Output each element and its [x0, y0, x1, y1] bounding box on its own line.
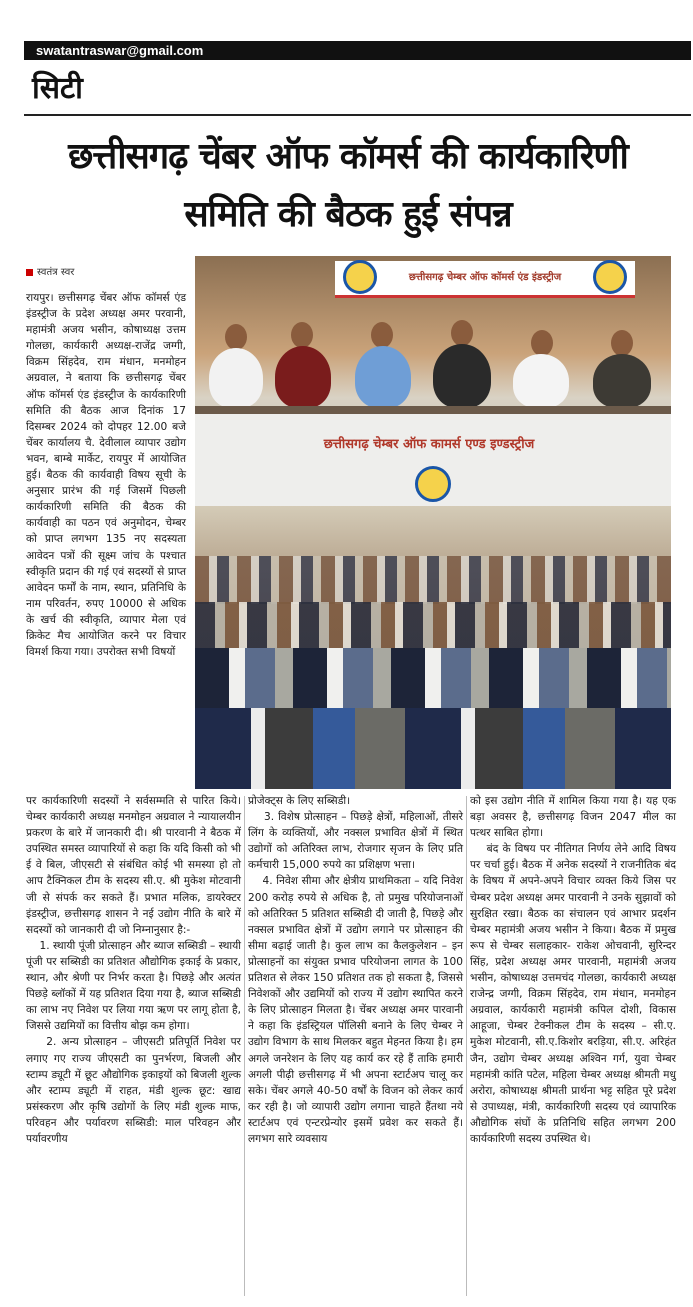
section-header [24, 60, 691, 116]
section-title: सिटी [32, 71, 83, 106]
column-divider [466, 796, 467, 1296]
email-text: swatantraswar@gmail.com [36, 43, 204, 58]
person-head [531, 330, 553, 356]
chamber-logo-icon [593, 260, 627, 294]
headline-line-1: छत्तीसगढ़ चेंबर ऑफ कॉमर्स की कार्यकारिणी [68, 136, 628, 177]
audience-row [195, 708, 671, 789]
byline-marker-icon [26, 269, 33, 276]
dais-table [195, 406, 671, 508]
byline-text: स्वतंत्र स्वर [37, 267, 75, 278]
email-header-bar [24, 41, 691, 60]
audience-row [195, 648, 671, 708]
audience-row [195, 556, 671, 604]
photo-audience [195, 506, 671, 789]
chamber-logo-icon [415, 466, 451, 502]
person [593, 354, 651, 408]
table-sign: छत्तीसगढ़ चेम्बर ऑफ कामर्स एण्ड इण्डस्ट्रीज [323, 437, 535, 452]
chamber-logo-icon [343, 260, 377, 294]
person-head [291, 322, 313, 348]
article-column-1a: रायपुर। छत्तीसगढ़ चेंबर ऑफ कॉमर्स एंड इंडस्ट्रीज के प्रदेश अध्यक्ष अमर परवानी, महामंत्री अजय भसीन, कोषाध्यक्ष उत्तम गोलछा, कार्यकारी अध्यक्ष-राजेंद्र जग्गी, विक्रम सिंहदेव, राम मंधान, मनमोहन अग्रवाल, ने बताया कि छत्तीसगढ़ चेंबर ऑफ कॉमर्स एंड इंडस्ट्रीज के कार्यकारिणी समिति की बैठक आज दिनांक 17 दिसम्बर 2024 को दोपहर 12.00 बजे चेंबर कार्यालय चै. देवीलाल व्यापार उद्योग भवन, बाम्बे मार्केट, रायपुर में आयोजित हुई। बैठक की कार्यवाही विषय सूची के अनुसार प्रारंभ की गई जिसमें पिछली कार्यकारिणी समिति की बैठक की कार्यवाही का पठन एवं अनुमोदन, चेम्बर को प्राप्त लगभग 135 नए सदस्यता आवेदन पत्रों की सूक्ष्म जांच के पश्चात स्वीकृति प्रदान की गई एवं सदस्यों से प्राप्त आवेदन फर्मों के नाम, स्थान, प्रतिनिधि के नाम परिवर्तन, रुपए 10000 से अधिक के खर्च की स्वीकृति, व्यापार मेला एवं क्रिकेट मैच आयोजित करने पर विचार विमर्श किया गया। उपरोक्त सभी विषयों [26, 292, 190, 659]
person-head [225, 324, 247, 350]
person-head [371, 322, 393, 348]
headline-line-2: समिति की बैठक हुई संपन्न [184, 194, 512, 235]
article-column-1b: पर कार्यकारिणी सदस्यों ने सर्वसम्मति से पारित किये। चेम्बर कार्यकारी अध्यक्ष मनमोहन अग्रवाल ने न्यायालयीन प्रकरण के बारे में जानकारी दी। श्री पारवानी ने बैठक में उपस्थित समस्त व्यापारियों से कहा कि यदि किसी को भी ई वे बिल, जीएसटी से संबंधित कोई भी समस्या हो तो आप टैक्निकल टीम के सदस्य सी.ए. श्री मुकेश मोटवानी जी से संपर्क कर सकते हैं। प्रभात मलिक, डायरेक्टर इंडस्ट्रीज, छत्तीसगढ़ शासन ने नई उद्योग नीति के बारे में सदस्यों को जानकारी दी जो निम्नानुसार है:- 1. स्थायी पूंजी प्रोत्साहन और ब्याज सब्सिडी – स्थायी पूंजी पर सब्सिडी का प्रतिशत औद्योगिक इकाई के प्रकार, स्थान, और श्रेणी पर निर्भर करता है। पिछड़े और अत्यंत पिछड़े ब्लॉकों में यह प्रतिशत दिया गया है, ब्याज सब्सिडी का लाभ नए निवेश पर लिया गया ऋण पर लागू होता है, जिससे उद्यमियों का वित्तीय बोझ कम होगा। 2. अन्य प्रोत्साहन – जीएसटी प्रतिपूर्ति निवेश पर लगाए गए राज्य जीएसटी का पुनर्भरण, बिजली और स्टाम्प ड्यूटी में छूट औद्योगिक इकाइयों को बिजली शुल्क और स्टाम्प ड्यूटी में राहत, मंडी शुल्क छूट: खाद्य प्रसंस्करण और कृषि उद्योगों के लिए मंडी शुल्क माफ, परिवहन और पर्यावरण सब्सिडी: माल परिवहन और पर्यावरणीय [26, 795, 241, 1145]
person [355, 346, 411, 408]
photo-dais [195, 256, 671, 500]
banner-text: छत्तीसगढ़ चेम्बर ऑफ कॉमर्स एंड इंडस्ट्रीज [408, 272, 562, 283]
person [433, 344, 491, 408]
photo-banner [335, 261, 635, 298]
audience-row [195, 602, 671, 650]
person [513, 354, 569, 408]
person [209, 348, 263, 408]
article-column-2: प्रोजेक्ट्स के लिए सब्सिडी। 3. विशेष प्रोत्साहन – पिछड़े क्षेत्रों, महिलाओं, तीसरे लिंग के व्यक्तियों, और नक्सल प्रभावित क्षेत्रों में स्थित उद्योगों को अतिरिक्त लाभ, रोजगार सृजन के लिए प्रति कर्मचारी 15,000 रुपये का प्रशिक्षण भत्ता। 4. निवेश सीमा और क्षेत्रीय प्राथमिकता – यदि निवेश 200 करोड़ रुपये से अधिक है, तो प्रमुख परियोजनाओं को अतिरिक्त 5 प्रतिशत सब्सिडी दी जाती है, पिछड़े और नक्सल प्रभावित क्षेत्रों में उद्योग लगाने पर प्रोत्साहन की सीमा बढ़ाई जाती है। कुल लाभ का कैलकुलेशन – इन प्रोत्साहनों का संयुक्त प्रभाव परियोजना लागत के 100 प्रतिशत से लेकर 150 प्रतिशत तक हो सकता है, जिससे निवेशकों और उद्यमियों को राज्य में उद्योग स्थापित करने के लिए प्रोत्साहन मिलता है। चेंबर अध्यक्ष अमर पारवानी ने कहा कि इंडस्ट्रियल पॉलिसी बनाने के लिए चेम्बर ने उद्योग विभाग के साथ मिलकर बहुत मेहनत किया है। हम अगले जनरेशन के लिए यह कार्य कर रहे हैं ताकि हमारी अगली पीढ़ी छत्तीसगढ़ में भी अपना स्टार्टअप चालू कर सके। चेंबर अगले 40-50 वर्षों के विजन को लेकर कार्य कर रही है। जो व्यापारी उद्योग लगाना चाहते हैंतथा नये स्टार्टअप एवं एन्टरप्रेन्योर इसमें प्रवेश कर सकते हैं। लगभग सारे व्यवसाय [248, 795, 463, 1145]
person-head [451, 320, 473, 346]
column-divider [244, 796, 245, 1296]
person-head [611, 330, 633, 356]
headline [18, 128, 678, 244]
byline [26, 264, 74, 278]
person [275, 346, 331, 408]
article-column-3: को इस उद्योग नीति में शामिल किया गया है। यह एक बड़ा अवसर है, छत्तीसगढ़ विजन 2047 मील का पत्थर साबित होगा। बंद के विषय पर नीतिगत निर्णय लेने आदि विषय पर चर्चा हुई। बैठक में अनेक सदस्यों ने राजनीतिक बंद के विषय में अपने-अपने विचार व्यक्त किये जिस पर चेम्बर प्रदेश अध्यक्ष अमर पारवानी ने उनके सुझावों को सुरक्षित रखा। बैठक का संचालन एवं आभार प्रदर्शन चेम्बर महामंत्री अजय भसीन ने किया। बैठक में प्रमुख रूप से चेम्बर सलाहकार- राकेश ओचवानी, सुरिन्दर सिंह, प्रदेश अध्यक्ष अमर पारवानी, महामंत्री अजय भसीन, कोषाध्यक्ष उत्तमचंद गोलछा, कार्यकारी अध्यक्ष राजेन्द्र जग्गी, विक्रम सिंहदेव, राम मंधान, मनमोहन अग्रवाल, कार्यकारी महामंत्री कपिल दोशी, विकास आहूजा, चेम्बर टेक्नीकल टीम के सदस्य – सी.ए. मुकेश मोटवानी, सी.ए.किशोर बरड़िया, सी.ए. अरिहंत जैन, उद्योग चेम्बर अध्यक्ष अश्विन गर्ग, युवा चेम्बर महामंत्री कांति पटेल, महिला चेम्बर अध्यक्ष श्रीमती मधु अरोरा, कोषाध्यक्ष श्रीमती प्रार्थना भट्ट सहित पूरे प्रदेश से उपाध्यक्ष, मंत्री, कार्यकारिणी सदस्य एवं व्यापारिक औद्योगिक संघों के प्रतिनिधि सहित लगभग 200 कार्यकारिणी सदस्य उपस्थित थे। [470, 795, 676, 1145]
